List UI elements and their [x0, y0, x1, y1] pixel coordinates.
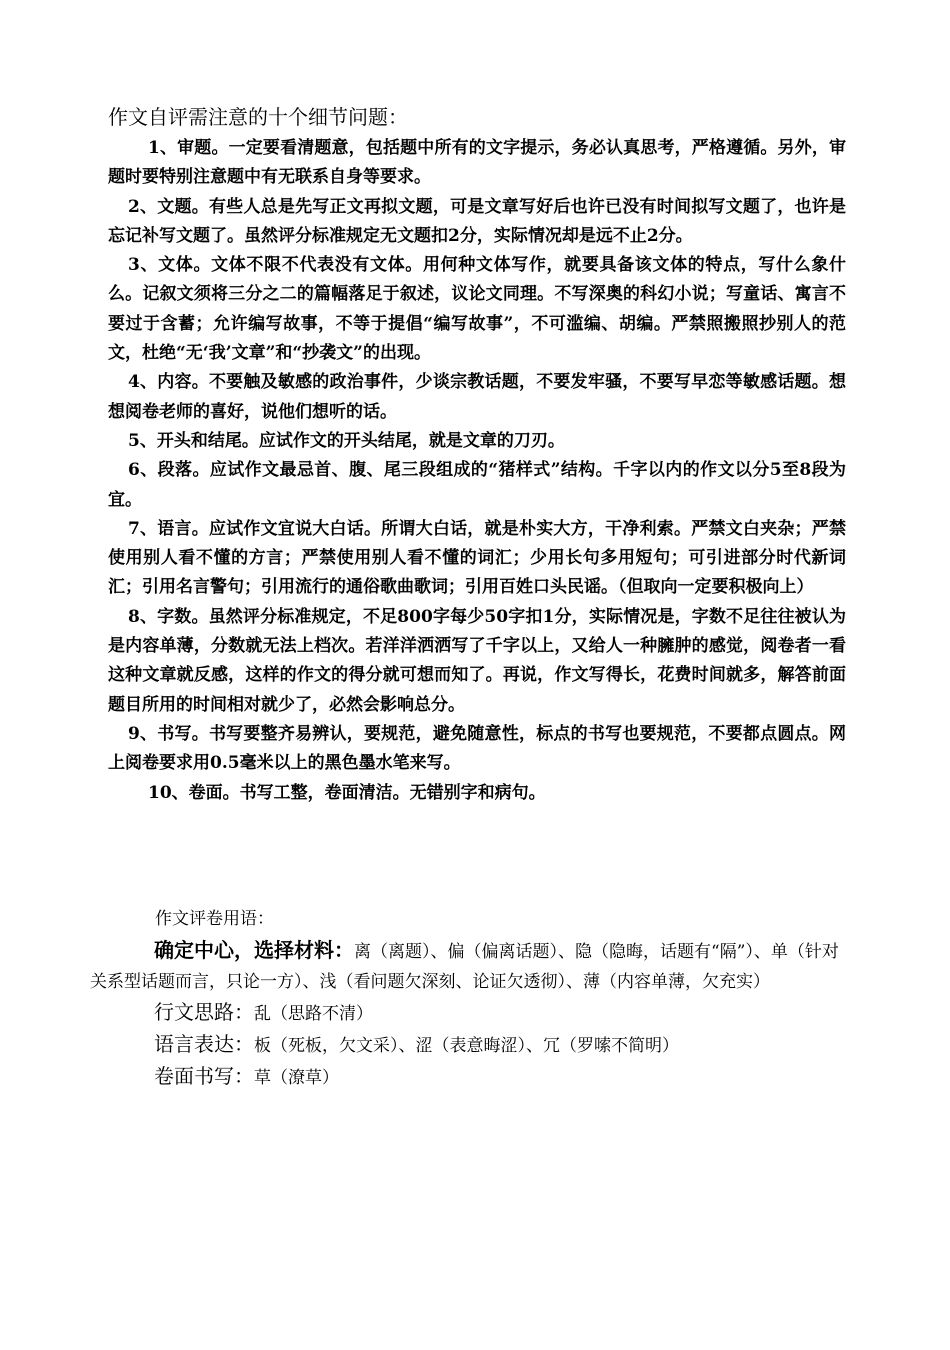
point-6-paragraph: 6、段落。应试作文最忌首、腹、尾三段组成的“猪样式”结构。千字以内的作文以分5至8段为宜。	[108, 460, 846, 510]
evaluation-label: 确定中心，选择材料：	[154, 938, 354, 962]
evaluation-label: 卷面书写：	[154, 1064, 254, 1088]
evaluation-text: 草（潦草）	[254, 1068, 339, 1088]
evaluation-list	[90, 935, 846, 1093]
points-list	[108, 134, 846, 808]
point-1-paragraph: 1、审题。一定要看清题意，包括题中所有的文字提示，务必认真思考，严格遵循。另外，审题时要特别注意题中有无联系自身等要求。	[108, 138, 846, 188]
evaluation-item-center-material	[90, 935, 846, 997]
point-3-paragraph: 3、文体。文体不限不代表没有文体。用何种文体写作，就要具备该文体的特点，写什么象什么。记叙文须将三分之二的篇幅落足于叙述，议论文同理。不写深奥的科幻小说；写童话、寓言不要过于含蓄；允许编写故事，不等于提倡“编写故事”，不可滥编、胡编。严禁照搬照抄别人的范文，杜绝“无‘我’文章”和“抄袭文”的出现。	[108, 255, 846, 364]
evaluation-text: 乱（思路不清）	[254, 1004, 373, 1024]
evaluation-label: 行文思路：	[154, 1000, 254, 1024]
evaluation-label: 语言表达：	[154, 1032, 254, 1056]
point-5-paragraph: 5、开头和结尾。应试作文的开头结尾，就是文章的刀刃。	[128, 430, 565, 451]
document-title: 作文自评需注意的十个细节问题：	[108, 105, 408, 129]
evaluation-text: 板（死板，欠文采）、涩（表意晦涩）、冗（罗嗦不简明）	[254, 1036, 679, 1056]
evaluation-heading: 作文评卷用语：	[155, 909, 274, 929]
evaluation-item-language	[90, 1029, 846, 1061]
evaluation-item-structure	[90, 997, 846, 1029]
evaluation-text: 离（离题）、偏（偏离话题）、隐（隐晦，话题有“隔”）、单（针对关系型话题而言，只论一方）、浅（看问题欠深刻、论证欠透彻）、薄（内容单薄，欠充实）	[90, 942, 839, 992]
point-8-paragraph: 8、字数。虽然评分标准规定，不足800字每少50字扣1分，实际情况是，字数不足往往被认为是内容单薄，分数就无法上档次。若洋洋洒洒写了千字以上，又给人一种臃肿的感觉，阅卷者一看这种文章就反感，这样的作文的得分就可想而知了。再说，作文写得长，花费时间就多，解答前面题目所用的时间相对就少了，必然会影响总分。	[108, 606, 846, 715]
point-4-paragraph: 4、内容。不要触及敏感的政治事件，少谈宗教话题，不要发牢骚，不要写早恋等敏感话题。想想阅卷老师的喜好，说他们想听的话。	[108, 372, 846, 422]
point-9-paragraph: 9、书写。书写要整齐易辨认，要规范，避免随意性，标点的书写也要规范，不要都点圆点。网上阅卷要求用0.5毫米以上的黑色墨水笔来写。	[108, 723, 846, 774]
point-7-paragraph: 7、语言。应试作文宜说大白话。所谓大白话，就是朴实大方，干净利索。严禁文白夹杂；严禁使用别人看不懂的方言；严禁使用别人看不懂的词汇；少用长句多用短句；可引进部分时代新词汇；引用名言警句；引用流行的通俗歌曲歌词；引用百姓口头民谣。（但取向一定要积极向上）	[108, 518, 846, 598]
evaluation-item-handwriting	[90, 1061, 846, 1093]
point-10-paragraph: 10、卷面。书写工整，卷面清洁。无错别字和病句。	[148, 782, 546, 803]
point-2-paragraph: 2、文题。有些人总是先写正文再拟文题，可是文章写好后也许已没有时间拟写文题了，也许是忘记补写文题了。虽然评分标准规定无文题扣2分，实际情况却是远不止2分。	[108, 196, 846, 246]
